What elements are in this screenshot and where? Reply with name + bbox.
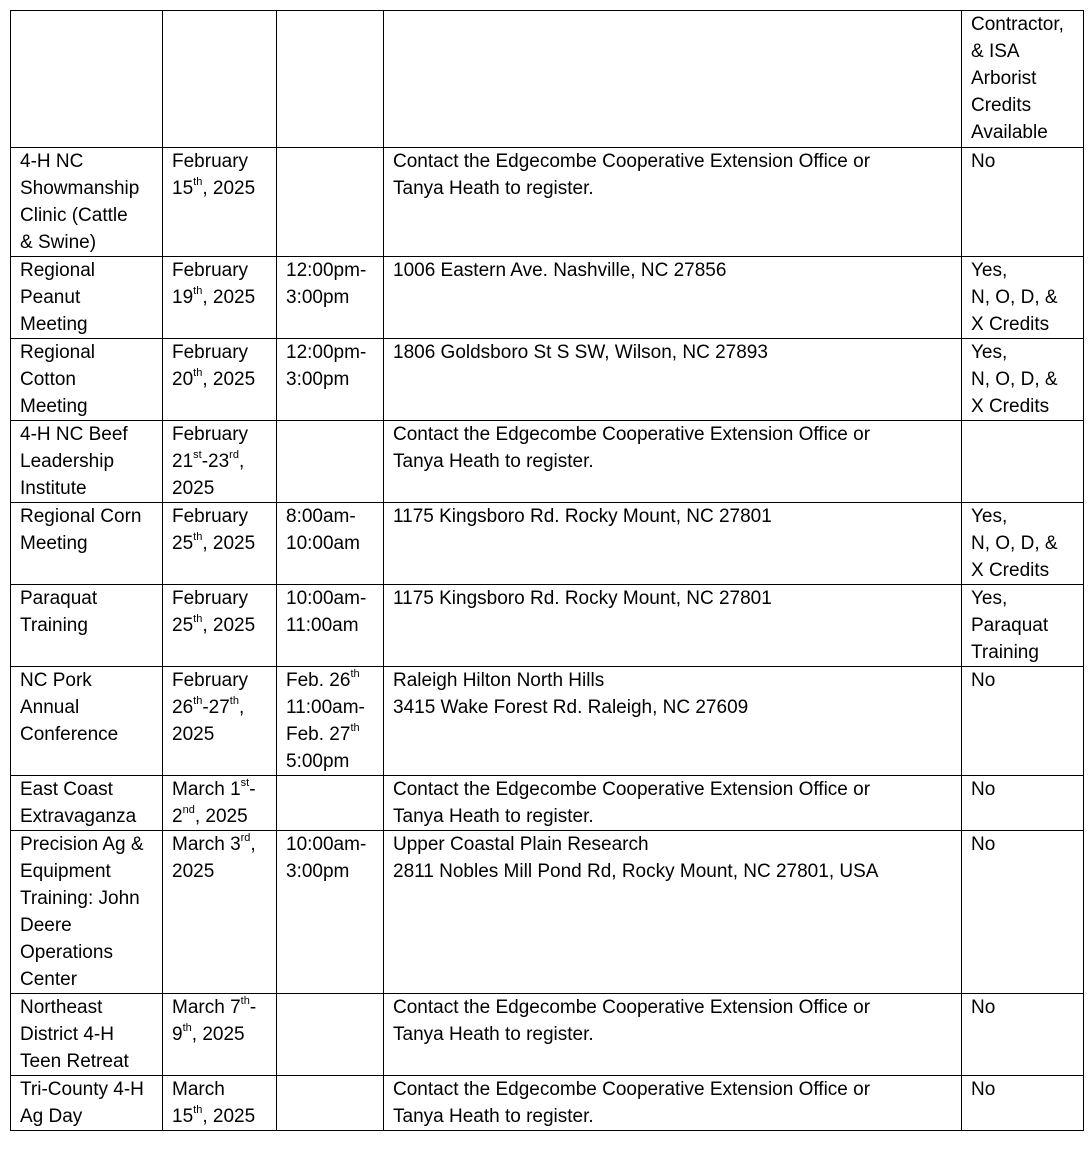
cell-line: Available: [971, 122, 1048, 143]
cell-line: 10:00am-: [286, 834, 367, 855]
cell-line: Annual: [20, 697, 80, 718]
cell-time: [277, 585, 384, 667]
cell-line: X Credits: [971, 560, 1050, 581]
cell-time: [277, 667, 384, 776]
cell-line: Tanya Heath to register.: [393, 1024, 594, 1045]
table-row: [11, 148, 1084, 257]
cell-credits: [962, 831, 1084, 994]
cell-line: 25th, 2025: [172, 612, 256, 636]
cell-line: Equipment: [20, 861, 111, 882]
cell-location: [384, 776, 962, 831]
cell-time: [277, 831, 384, 994]
cell-line: Yes,: [971, 342, 1008, 363]
cell-location: [384, 1076, 962, 1131]
cell-line: 12:00pm-: [286, 342, 367, 363]
table-row: [11, 503, 1084, 585]
cell-line: Northeast: [20, 997, 103, 1018]
cell-line: February: [172, 424, 249, 445]
cell-line: February: [172, 342, 249, 363]
cell-line: Contact the Edgecombe Cooperative Extension Office or: [393, 997, 871, 1018]
cell-line: 2025: [172, 724, 215, 745]
cell-line: NC Pork: [20, 670, 92, 691]
table-row: [11, 339, 1084, 421]
cell-line: Feb. 27th: [286, 721, 360, 745]
cell-line: Paraquat: [971, 615, 1049, 636]
cell-time: [277, 503, 384, 585]
cell-line: 19th, 2025: [172, 284, 256, 308]
cell-line: March 1st-: [172, 776, 256, 800]
cell-line: & Swine): [20, 232, 97, 253]
cell-date: [163, 503, 277, 585]
cell-line: 9th, 2025: [172, 1021, 245, 1045]
cell-line: Upper Coastal Plain Research: [393, 834, 649, 855]
cell-line: X Credits: [971, 396, 1050, 417]
cell-event: [11, 421, 163, 503]
cell-line: Peanut: [20, 287, 81, 308]
cell-line: Credits: [971, 95, 1032, 116]
cell-credits: [962, 421, 1084, 503]
cell-line: 10:00am: [286, 533, 360, 554]
cell-line: Meeting: [20, 314, 88, 335]
cell-event: [11, 585, 163, 667]
cell-line: No: [971, 997, 996, 1018]
cell-line: 3:00pm: [286, 369, 350, 390]
cell-line: Clinic (Cattle: [20, 205, 128, 226]
cell-location: [384, 339, 962, 421]
cell-line: N, O, D, &: [971, 287, 1058, 308]
cell-credits: [962, 257, 1084, 339]
cell-time: [277, 257, 384, 339]
cell-line: 3:00pm: [286, 287, 350, 308]
cell-line: Conference: [20, 724, 119, 745]
table-row: [11, 1076, 1084, 1131]
table-row: [11, 994, 1084, 1076]
cell-line: 20th, 2025: [172, 366, 256, 390]
cell-line: Showmanship: [20, 178, 140, 199]
cell-line: Leadership: [20, 451, 115, 472]
cell-line: Contractor,: [971, 14, 1064, 35]
cell-line: Training: [20, 615, 88, 636]
table-row: [11, 421, 1084, 503]
cell-line: No: [971, 1079, 996, 1100]
cell-line: No: [971, 670, 996, 691]
cell-date: [163, 421, 277, 503]
cell-line: East Coast: [20, 779, 113, 800]
cell-line: Contact the Edgecombe Cooperative Extension Office or: [393, 779, 871, 800]
table-row: [11, 667, 1084, 776]
cell-line: Contact the Edgecombe Cooperative Extension Office or: [393, 424, 871, 445]
table-row: [11, 257, 1084, 339]
cell-location: [384, 148, 962, 257]
header-cell-credits: [962, 11, 1084, 148]
cell-line: 15th, 2025: [172, 1103, 256, 1127]
cell-line: 4-H NC Beef: [20, 424, 128, 445]
cell-credits: [962, 585, 1084, 667]
cell-date: [163, 257, 277, 339]
cell-event: [11, 257, 163, 339]
cell-line: No: [971, 151, 996, 172]
cell-credits: [962, 339, 1084, 421]
header-cell-date: [163, 11, 277, 148]
cell-location: [384, 585, 962, 667]
cell-date: [163, 776, 277, 831]
cell-line: Operations: [20, 942, 113, 963]
cell-date: [163, 339, 277, 421]
cell-line: Raleigh Hilton North Hills: [393, 670, 605, 691]
cell-date: [163, 1076, 277, 1131]
cell-credits: [962, 776, 1084, 831]
cell-line: 1175 Kingsboro Rd. Rocky Mount, NC 27801: [393, 506, 772, 527]
cell-line: & ISA: [971, 41, 1020, 62]
cell-line: N, O, D, &: [971, 369, 1058, 390]
cell-credits: [962, 503, 1084, 585]
cell-line: Regional Corn: [20, 506, 142, 527]
cell-line: February: [172, 151, 249, 172]
cell-line: 1006 Eastern Ave. Nashville, NC 27856: [393, 260, 727, 281]
cell-line: 10:00am-: [286, 588, 367, 609]
cell-line: 1806 Goldsboro St S SW, Wilson, NC 27893: [393, 342, 768, 363]
cell-line: Ag Day: [20, 1106, 83, 1127]
cell-line: 5:00pm: [286, 751, 350, 772]
cell-event: [11, 1076, 163, 1131]
cell-date: [163, 994, 277, 1076]
cell-line: Yes,: [971, 260, 1008, 281]
cell-date: [163, 585, 277, 667]
cell-line: February: [172, 506, 249, 527]
cell-line: Yes,: [971, 588, 1008, 609]
cell-line: 1175 Kingsboro Rd. Rocky Mount, NC 27801: [393, 588, 772, 609]
cell-location: [384, 503, 962, 585]
cell-line: 12:00pm-: [286, 260, 367, 281]
cell-line: 15th, 2025: [172, 175, 256, 199]
cell-line: February: [172, 260, 249, 281]
header-cell-time: [277, 11, 384, 148]
cell-line: Yes,: [971, 506, 1008, 527]
cell-line: Feb. 26th: [286, 667, 360, 691]
cell-line: 3:00pm: [286, 861, 350, 882]
cell-location: [384, 667, 962, 776]
cell-date: [163, 148, 277, 257]
cell-line: March: [172, 1079, 225, 1100]
cell-line: Regional: [20, 342, 95, 363]
cell-time: [277, 148, 384, 257]
cell-date: [163, 667, 277, 776]
cell-line: Cotton: [20, 369, 76, 390]
events-table: [10, 10, 1084, 1131]
cell-line: Tri-County 4-H: [20, 1079, 144, 1100]
cell-line: Deere: [20, 915, 72, 936]
cell-location: [384, 257, 962, 339]
header-cell-event: [11, 11, 163, 148]
cell-line: 25th, 2025: [172, 530, 256, 554]
cell-line: No: [971, 779, 996, 800]
cell-line: Training: John: [20, 888, 140, 909]
cell-line: Extravaganza: [20, 806, 137, 827]
cell-line: Contact the Edgecombe Cooperative Extension Office or: [393, 151, 871, 172]
cell-line: February: [172, 588, 249, 609]
cell-time: [277, 994, 384, 1076]
cell-time: [277, 339, 384, 421]
cell-location: [384, 421, 962, 503]
cell-credits: [962, 994, 1084, 1076]
cell-credits: [962, 1076, 1084, 1131]
cell-line: Paraquat: [20, 588, 98, 609]
cell-line: March 3rd,: [172, 831, 256, 855]
cell-line: Institute: [20, 478, 87, 499]
cell-line: Contact the Edgecombe Cooperative Extension Office or: [393, 1079, 871, 1100]
cell-line: 26th-27th,: [172, 694, 245, 718]
cell-time: [277, 421, 384, 503]
table-header-row: [11, 11, 1084, 148]
cell-line: 11:00am-: [286, 697, 365, 718]
cell-time: [277, 1076, 384, 1131]
cell-line: Center: [20, 969, 78, 990]
table-row: [11, 585, 1084, 667]
cell-location: [384, 994, 962, 1076]
cell-line: District 4-H: [20, 1024, 114, 1045]
cell-line: Training: [971, 642, 1039, 663]
cell-line: 2025: [172, 861, 215, 882]
cell-line: 21st-23rd,: [172, 448, 245, 472]
cell-location: [384, 831, 962, 994]
cell-line: February: [172, 670, 249, 691]
table-row: [11, 776, 1084, 831]
cell-event: [11, 831, 163, 994]
cell-line: 11:00am: [286, 615, 359, 636]
cell-event: [11, 667, 163, 776]
cell-line: 2025: [172, 478, 215, 499]
cell-date: [163, 831, 277, 994]
cell-line: March 7th-: [172, 994, 257, 1018]
header-cell-location: [384, 11, 962, 148]
cell-line: No: [971, 834, 996, 855]
cell-line: Tanya Heath to register.: [393, 178, 594, 199]
cell-line: Teen Retreat: [20, 1051, 129, 1072]
cell-line: Precision Ag &: [20, 834, 144, 855]
cell-event: [11, 776, 163, 831]
cell-line: 4-H NC: [20, 151, 84, 172]
cell-line: N, O, D, &: [971, 533, 1058, 554]
cell-event: [11, 503, 163, 585]
cell-line: Meeting: [20, 396, 88, 417]
cell-line: 8:00am-: [286, 506, 356, 527]
cell-line: Tanya Heath to register.: [393, 806, 594, 827]
cell-credits: [962, 667, 1084, 776]
cell-event: [11, 339, 163, 421]
table-row: [11, 831, 1084, 994]
cell-line: 3415 Wake Forest Rd. Raleigh, NC 27609: [393, 697, 749, 718]
cell-line: Arborist: [971, 68, 1037, 89]
cell-line: X Credits: [971, 314, 1050, 335]
cell-line: 2811 Nobles Mill Pond Rd, Rocky Mount, NC 27801, USA: [393, 861, 879, 882]
cell-event: [11, 148, 163, 257]
cell-credits: [962, 148, 1084, 257]
cell-line: Regional: [20, 260, 95, 281]
cell-event: [11, 994, 163, 1076]
cell-line: Meeting: [20, 533, 88, 554]
cell-line: Tanya Heath to register.: [393, 1106, 594, 1127]
cell-line: 2nd, 2025: [172, 803, 248, 827]
cell-time: [277, 776, 384, 831]
cell-line: Tanya Heath to register.: [393, 451, 594, 472]
